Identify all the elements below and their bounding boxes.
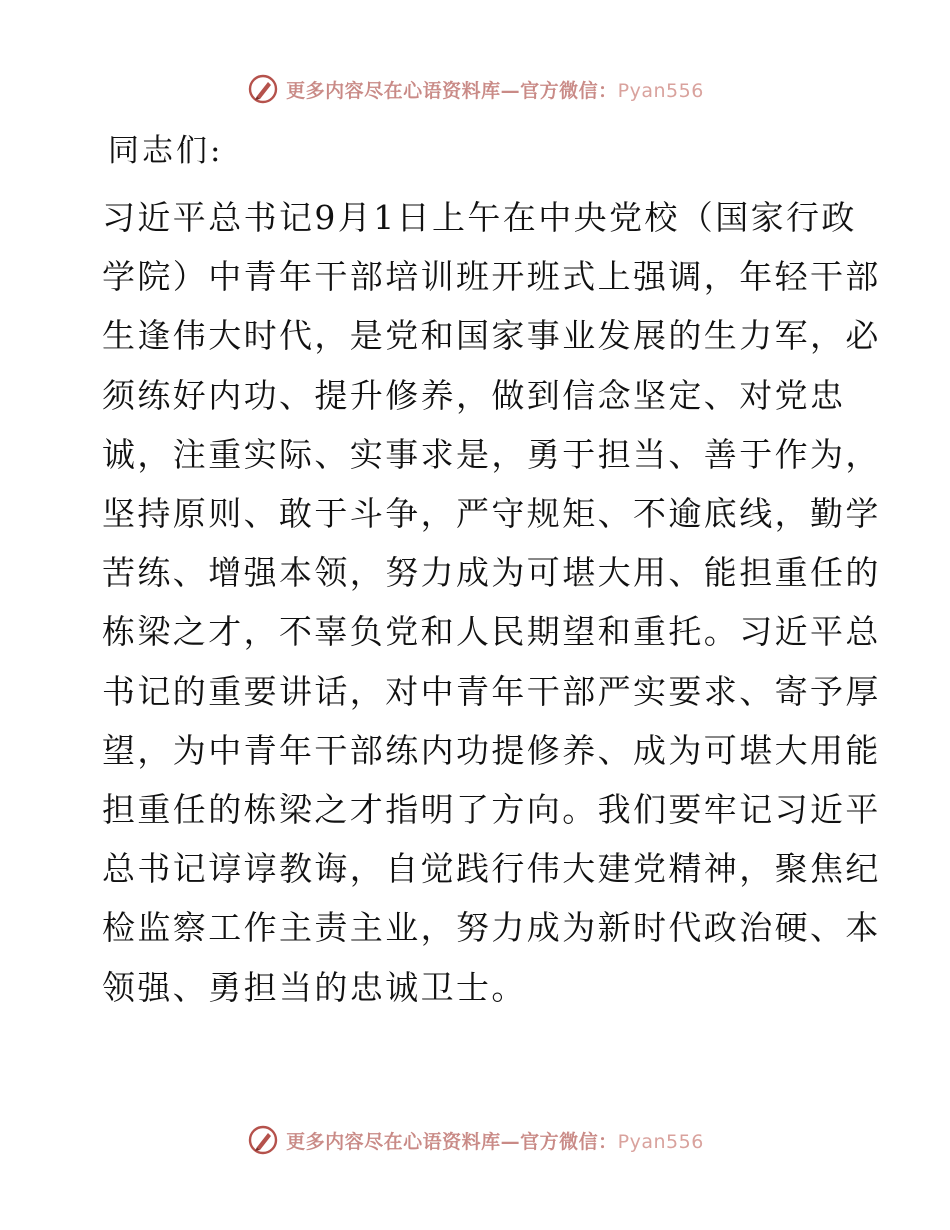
paragraph-line: 学院）中青年干部培训班开班式上强调，年轻干部 (102, 257, 881, 297)
paragraph-line: 领强、勇担当的忠诚卫士。 (102, 967, 527, 1007)
paragraph-line: 总书记谆谆教诲，自觉践行伟大建党精神，聚焦纪 (102, 849, 881, 889)
paragraph-line: 诚，注重实际、实事求是，勇于担当、善于作为， (102, 434, 881, 474)
body-paragraph (102, 188, 881, 1017)
paragraph-line: 生逢伟大时代，是党和国家事业发展的生力军，必 (102, 316, 881, 356)
pen-logo-icon (246, 72, 280, 106)
watermark-wechat-id: Pyan556 (617, 1130, 704, 1153)
salutation: 同志们: (108, 133, 224, 169)
paragraph-line: 担重任的栋梁之才指明了方向。我们要牢记习近平 (102, 790, 881, 830)
paragraph-line: 栋梁之才，不辜负党和人民期望和重托。习近平总 (102, 612, 881, 652)
watermark-text: 更多内容尽在心语资料库—官方微信：Pyan556 (286, 79, 704, 102)
footer-watermark (0, 1123, 950, 1157)
watermark-wechat-id: Pyan556 (617, 79, 704, 102)
paragraph-line: 望，为中青年干部练内功提修养、成为可堪大用能 (102, 730, 881, 770)
paragraph-line: 苦练、增强本领，努力成为可堪大用、能担重任的 (102, 553, 881, 593)
header-watermark (0, 72, 950, 106)
paragraph-line: 习近平总书记9月1日上午在中央党校（国家行政 (102, 198, 857, 237)
pen-logo-icon (246, 1123, 280, 1157)
paragraph-line: 坚持原则、敢于斗争，严守规矩、不逾底线，勤学 (102, 494, 881, 534)
paragraph-line: 书记的重要讲话，对中青年干部严实要求、寄予厚 (102, 671, 881, 711)
paragraph-line: 检监察工作主责主业，努力成为新时代政治硬、本 (102, 908, 881, 948)
watermark-text: 更多内容尽在心语资料库—官方微信：Pyan556 (286, 1130, 704, 1153)
paragraph-line: 须练好内功、提升修养，做到信念坚定、对党忠 (102, 375, 846, 415)
